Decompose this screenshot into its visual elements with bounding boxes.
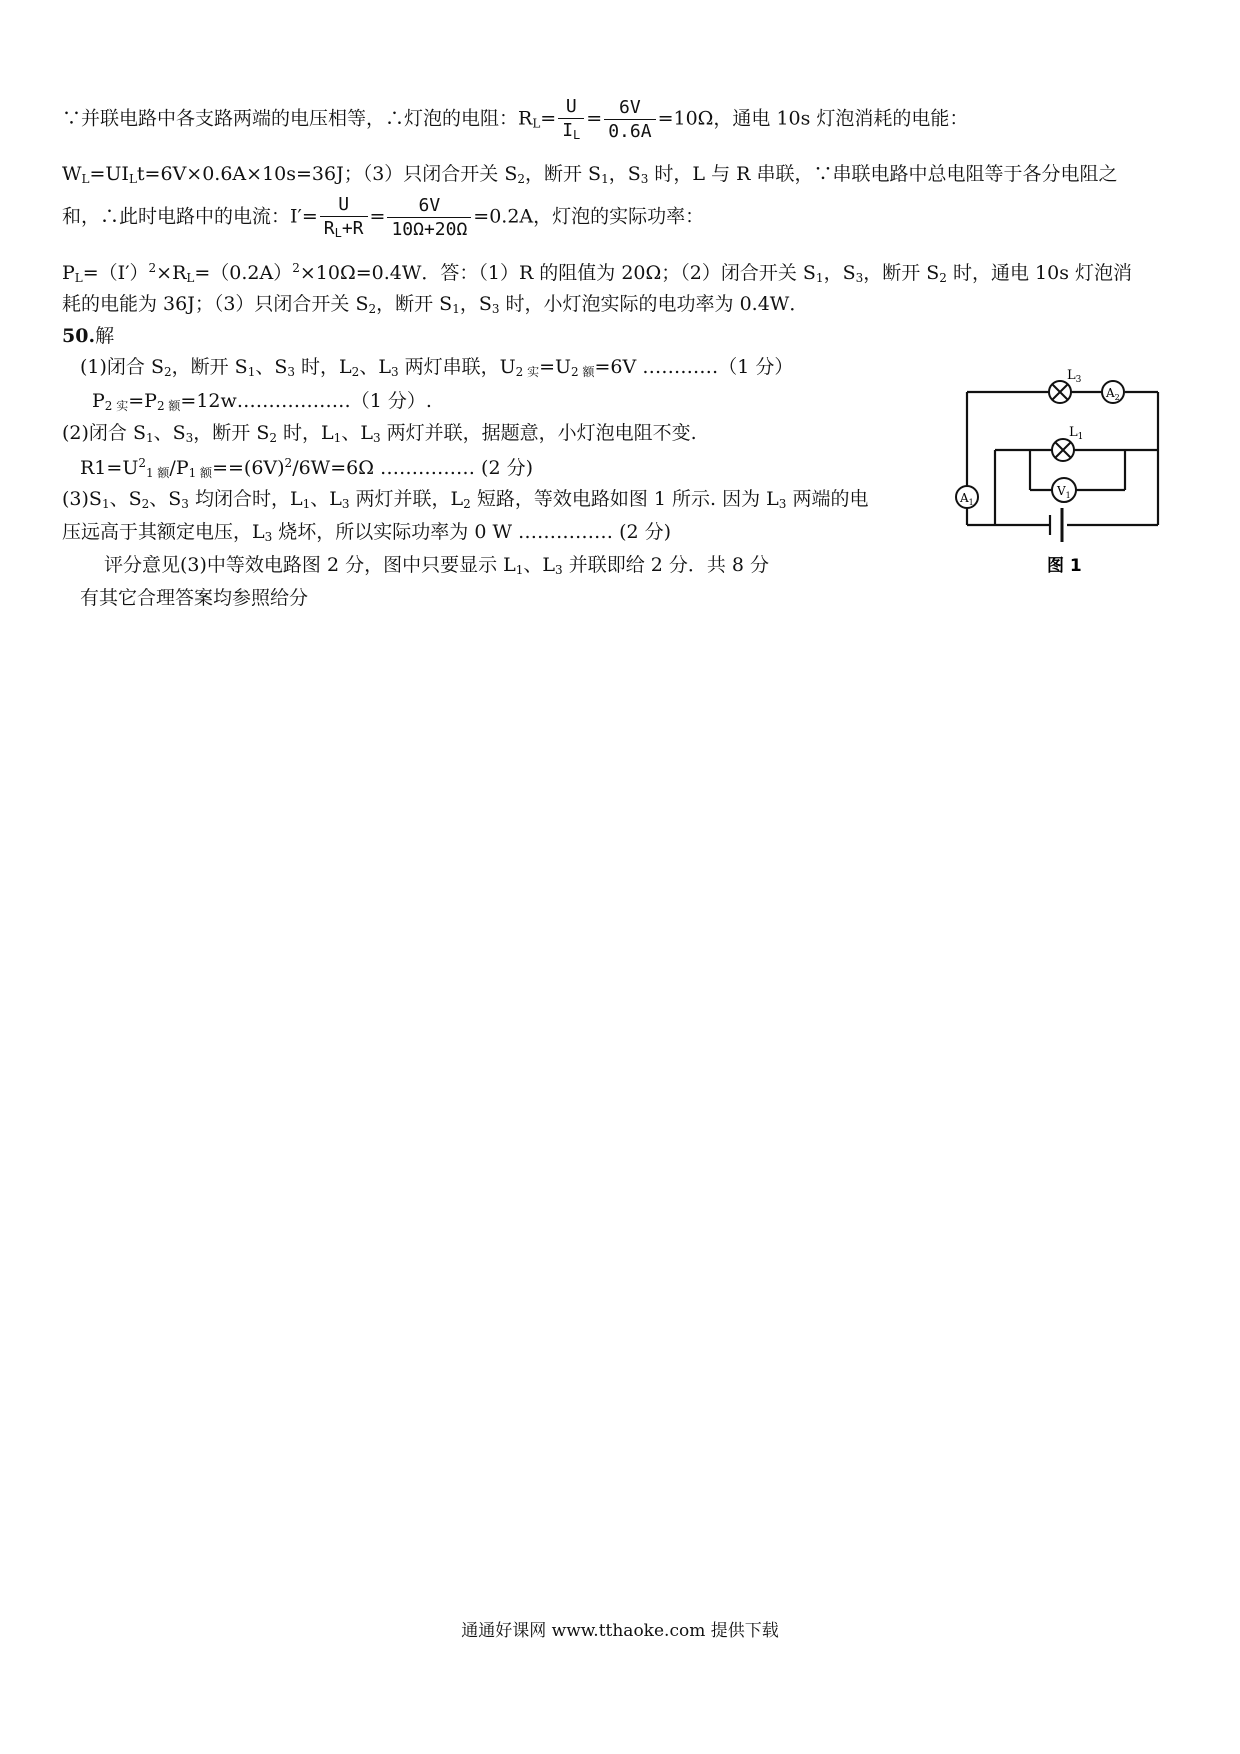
text: 评分意见(3)中等效电路图 2 分，图中只要显示 L: [104, 554, 516, 576]
text: 两端的电: [786, 488, 869, 510]
sub: 3: [555, 563, 563, 577]
sub: 1: [247, 365, 256, 379]
sub: 3: [264, 530, 273, 544]
sub: 3: [181, 497, 189, 511]
text: 时，L: [295, 356, 352, 378]
text: 、S: [255, 356, 288, 378]
text: =（0.2A）: [194, 262, 293, 284]
text: 、L: [341, 422, 373, 444]
sub: 1: [452, 302, 460, 316]
sub: 1: [333, 431, 342, 445]
text: W: [62, 163, 82, 185]
text: ，断开 S: [376, 293, 453, 315]
text: 、L: [310, 488, 342, 510]
sub: 1: [101, 497, 110, 511]
text: 耗的电能为 36J；（3）只闭合开关 S: [62, 293, 369, 315]
text: 时，通电 10s 灯泡消: [946, 262, 1132, 284]
numerator: 6V: [418, 194, 441, 216]
text: 时，小灯泡实际的电功率为 0.4W．: [499, 293, 809, 315]
text: 时，L: [277, 422, 334, 444]
numerator: U: [338, 194, 350, 215]
sub: L: [334, 226, 342, 240]
text: 两灯并联，L: [349, 488, 464, 510]
text: ，S: [459, 293, 492, 315]
text: t=6V×0.6A×10s=36J；（3）只闭合开关 S: [136, 163, 518, 185]
sub: 3: [640, 172, 649, 186]
ammeter-a2-label: $A_2$: [1106, 386, 1120, 402]
sub: L: [573, 128, 581, 142]
sub: L: [81, 172, 90, 186]
sub: 2: [351, 365, 360, 379]
text: ，断开 S: [171, 356, 248, 378]
solution-line-4: [62, 262, 1132, 284]
solution-line-5: [62, 295, 808, 315]
sub: 2: [463, 497, 471, 511]
text: ，断开 S: [863, 262, 940, 284]
text: =10Ω，通电 10s 灯泡消耗的电能：: [657, 107, 969, 130]
text: (3)S: [62, 488, 102, 510]
lamp-l1-icon: [1052, 439, 1074, 461]
ammeter-a1-label: $A_1$: [960, 491, 974, 507]
text: =: [369, 205, 386, 228]
grading-note: [104, 556, 769, 576]
denominator: [320, 216, 368, 239]
sub: 1: [601, 172, 609, 186]
sub: 3: [341, 497, 350, 511]
circuit-diagram-figure-1: [955, 365, 1175, 580]
text: =: [586, 107, 603, 130]
text: ∵并联电路中各支路两端的电压相等，∴灯泡的电阻：R: [62, 107, 533, 130]
text: ，S: [608, 163, 641, 185]
sub: 2 实: [515, 365, 540, 379]
text: ==(6V): [212, 457, 285, 479]
sub: 2: [939, 271, 947, 285]
question-50-heading: [62, 327, 114, 346]
text: ，S: [823, 262, 856, 284]
sub: 2: [368, 302, 377, 316]
text: P: [62, 262, 75, 284]
numerator: 6V: [619, 96, 641, 118]
lamp-l3-icon: [1049, 381, 1071, 403]
solution-line-1: [62, 98, 968, 141]
sub: 1: [815, 271, 824, 285]
sub: 1: [302, 497, 311, 511]
sub: 3: [778, 497, 787, 511]
voltmeter-v1-label: $V_1$: [1057, 484, 1071, 500]
text: =0.2A，灯泡的实际功率：: [473, 205, 705, 228]
text: ×10Ω=0.4W．答：（1）R 的阻值为 20Ω；（2）闭合开关 S: [299, 262, 816, 284]
sup: 2: [148, 261, 157, 275]
denominator: 10Ω+20Ω: [387, 217, 471, 239]
text: =12w………………（1 分）.: [180, 390, 432, 412]
sub: L: [532, 116, 541, 131]
text: =: [540, 107, 557, 130]
text: 、S: [153, 422, 186, 444]
sub: 3: [185, 431, 194, 445]
text: /6W=6Ω …………… (2 分): [292, 457, 533, 479]
text: 、L: [523, 554, 556, 576]
text: ×R: [156, 262, 187, 284]
denominator: [558, 118, 584, 141]
numerator: U: [565, 96, 577, 117]
sub: 1: [515, 563, 524, 577]
text: 短路，等效电路如图 1 所示. 因为 L: [470, 488, 779, 510]
text: 两灯串联，U: [398, 356, 516, 378]
text: 并联即给 2 分．共 8 分: [562, 554, 770, 576]
solution-line-2: [62, 165, 1117, 185]
sub: 3: [491, 302, 500, 316]
figure-caption: 图 1: [1047, 556, 1082, 576]
text: 、S: [109, 488, 142, 510]
solution-line-3: [62, 196, 704, 239]
denominator: 0.6A: [604, 119, 655, 141]
text: (1)闭合 S: [80, 356, 164, 378]
text: P: [92, 390, 105, 412]
den-text: +R: [341, 218, 364, 239]
text: (2)闭合 S: [62, 422, 146, 444]
lamp-l1-label: $L_1$: [1069, 425, 1084, 442]
den-text: R: [323, 218, 335, 239]
sub: 2 额: [156, 399, 181, 413]
text: =P: [128, 390, 157, 412]
sub: 3: [855, 271, 864, 285]
sub: 2: [517, 172, 525, 186]
answer-part-2-resistance: [80, 457, 533, 479]
text: =（I′）: [82, 262, 149, 284]
text: 有其它合理答案均参照给分: [80, 587, 309, 609]
text: ，断开 S: [525, 163, 602, 185]
text: 两灯并联，据题意，小灯泡电阻不变.: [380, 422, 697, 444]
sup: 2: [284, 456, 293, 470]
sup: 2: [138, 456, 146, 470]
sub: 2: [163, 365, 172, 379]
grading-note-2: [80, 589, 308, 608]
sub: 2: [141, 497, 150, 511]
answer-part-3: [62, 490, 868, 510]
sup: 2: [292, 261, 300, 275]
text: ，断开 S: [193, 422, 270, 444]
fraction-u-over-rl-plus-r: [320, 196, 368, 239]
fraction-6v-over-30ohm: [387, 194, 471, 240]
text: 、L: [359, 356, 391, 378]
text: 、S: [149, 488, 182, 510]
sub: 2: [269, 431, 277, 445]
text: /P: [169, 457, 189, 479]
sub: 1 额: [145, 466, 170, 480]
sub: 2 实: [104, 399, 129, 413]
sub: 2 额: [571, 365, 595, 379]
sub: 3: [390, 365, 399, 379]
sub: L: [186, 271, 195, 285]
answer-part-1: [80, 358, 793, 378]
sub: 1 额: [188, 466, 213, 480]
fraction-6v-over-06a: [604, 96, 655, 142]
text: 解: [95, 325, 115, 347]
sub: 3: [287, 365, 295, 379]
sub: L: [74, 271, 83, 285]
page-footer: 通通好课网 www.tthaoke.com 提供下载: [461, 1621, 779, 1641]
answer-part-3-cont: [62, 523, 671, 543]
sub: 3: [372, 431, 381, 445]
text: 和，∴此时电路中的电流：I′=: [62, 205, 318, 228]
question-number: 50.: [62, 325, 96, 347]
text: R1=U: [80, 457, 139, 479]
text: 时，L 与 R 串联，∵串联电路中总电阻等于各分电阻之: [648, 163, 1118, 185]
text: 烧坏，所以实际功率为 0 W …………… (2 分): [272, 521, 672, 543]
lamp-l3-label: $L_3$: [1067, 368, 1082, 385]
text: =UI: [89, 163, 129, 185]
fraction-u-over-il: [558, 98, 584, 141]
sub: L: [128, 172, 137, 186]
text: =6V …………（1 分）: [594, 356, 794, 378]
answer-part-1-power: [92, 392, 432, 412]
den-text: I: [562, 120, 574, 141]
answer-part-2: [62, 424, 697, 444]
sub: 1: [145, 431, 154, 445]
text: 均闭合时，L: [188, 488, 303, 510]
text: =U: [539, 356, 572, 378]
text: 压远高于其额定电压，L: [62, 521, 265, 543]
